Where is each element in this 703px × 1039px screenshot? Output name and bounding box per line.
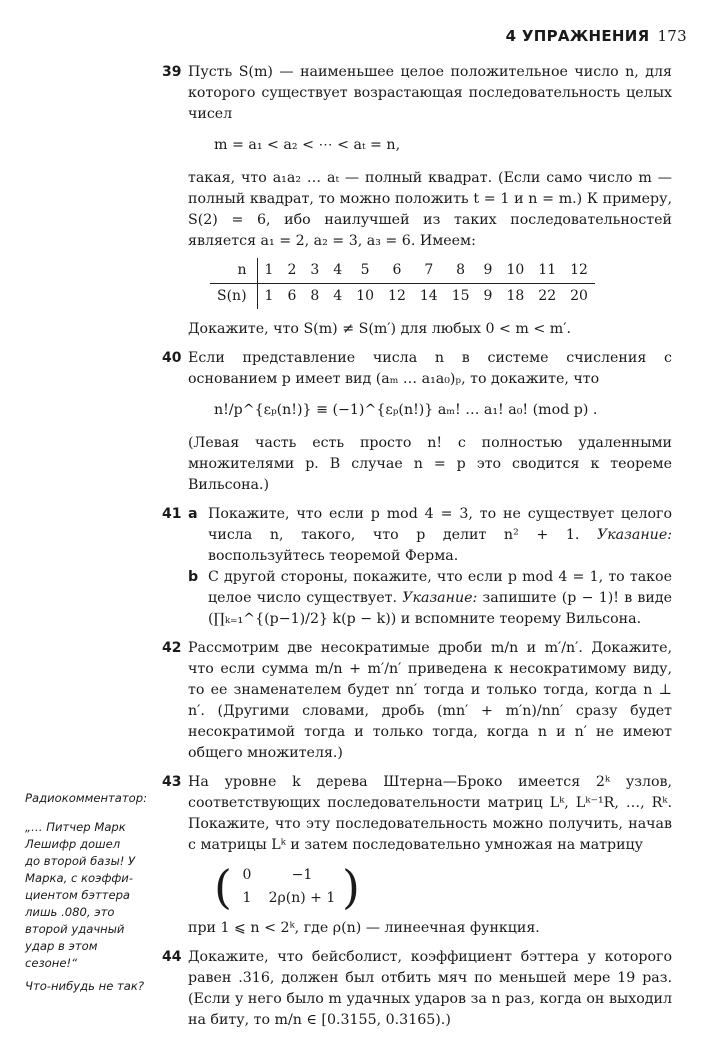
table-cell: 12 (563, 258, 595, 284)
exercise-text (208, 504, 672, 567)
exercise-text: Рассмотрим две несократимые дроби m/n и m′/n′. Докажите, что если сумма m/n + m′/n′ приведена к несократимому виду, то ее знаменателем будет nn′ тогда и только тогда, когда n ⊥ n′. (Другими словами, дробь (mn′ + m′n)/nn′ сразу будет несократимой тогда и только тогда, когда n и n′ не имеют общего множителя.) (188, 640, 672, 761)
exercises-body (162, 62, 672, 1039)
exercise-42 (162, 638, 672, 764)
hint-text: воспользуйтесь теоремой Ферма. (208, 548, 459, 564)
exercise-text: Пусть S(m) — наименьшее целое положительное число n, для которого существует возрастающая последовательность целых чисел (188, 64, 672, 122)
matrix-cell: 2ρ(n) + 1 (268, 890, 336, 906)
margin-note-head: Радиокомментатор: (25, 791, 148, 805)
margin-note-line: лишь .080, это (25, 905, 115, 919)
exercise-text (208, 567, 672, 630)
table-cell: 1 (257, 258, 280, 284)
exercise-number: 41 (162, 506, 182, 522)
margin-note-line: циентом бэттера (25, 888, 131, 902)
chapter-title: 4 УПРАЖНЕНИЯ (505, 27, 650, 45)
table-cell: 7 (413, 258, 445, 284)
table-cell: 10 (356, 288, 375, 304)
table-cell: 6 (381, 258, 413, 284)
exercise-43 (162, 772, 672, 939)
table-head: S(n) (210, 284, 257, 310)
exercise-text: Докажите, что бейсболист, коэффициент бэттера у которого равен .316, должен был отбить мяч по меньшей мере 19 раз. (Если у него было m удачных ударов за n раз, когда он выходил на биту, то m/n ∈ [0.3155, 0.3165).) (188, 949, 672, 1028)
exercise-41 (162, 504, 672, 630)
sn-table (210, 258, 595, 309)
hint-text: запишите (p − 1)! в виде (∏ₖ₌₁^{(p−1)/2} k(p − k)) и вспомните теорему Вильсона. (208, 590, 673, 627)
hint-label: Указание: (596, 527, 672, 543)
table-cell: 8 (445, 258, 477, 284)
table-cell: 3 (303, 258, 326, 284)
exercise-statement: С другой стороны, покажите, что если p mod 4 = 1, то такое целое число существует. (208, 569, 672, 606)
table-cell: 4 (326, 258, 349, 284)
exercise-statement: Покажите, что если p mod 4 = 3, то не существует целого числа n, такого, что p делит n² + 1. (208, 506, 672, 543)
table-cell: 2 (280, 258, 303, 284)
matrix (214, 860, 360, 914)
exercise-number: 43 (162, 774, 182, 790)
margin-note-line: удар в этом сезоне!“ (25, 939, 98, 970)
table-cell: 18 (506, 288, 525, 304)
table-cell: 11 (531, 258, 563, 284)
margin-note-line: Марка, с коэффи- (25, 871, 134, 885)
exercise-number: 39 (162, 64, 182, 80)
exercise-number: 44 (162, 949, 182, 965)
page-number: 173 (657, 27, 687, 45)
subexercise-label: b (188, 569, 199, 585)
table-row (210, 284, 595, 310)
exercise-text: На уровне k дерева Штерна—Броко имеется 2ᵏ узлов, соответствующих последовательности матриц Lᵏ, Lᵏ⁻¹R, …, Rᵏ. Покажите, что эту последовательность можно получить, начав с матрицы Lᵏ и затем последовательно умножая на матрицу (188, 774, 672, 853)
table-cell: 20 (570, 288, 588, 304)
exercise-text: Докажите, что S(m) ≠ S(m′) для любых 0 < m < m′. (188, 321, 571, 337)
margin-note-line: до второй базы! У (25, 854, 136, 868)
margin-note-line: „… Питчер Марк (25, 820, 126, 834)
table-head: n (210, 258, 257, 284)
display-formula: m = a₁ < a₂ < ⋯ < aₜ = n, (214, 137, 401, 153)
left-paren: ( (214, 860, 232, 914)
exercise-number: 42 (162, 640, 182, 656)
exercise-text: при 1 ⩽ n < 2ᵏ, где ρ(n) — линеечная функция. (188, 920, 540, 936)
margin-note-line: Лешифр дошел (25, 837, 121, 851)
display-formula: n!/p^{εₚ(n!)} ≡ (−1)^{εₚ(n!)} aₘ! … a₁! a₀! (mod p) . (214, 402, 598, 418)
exercise-text: Если представление числа n в системе счисления с основанием p имеет вид (aₘ … a₁a₀)ₚ, то докажите, что (188, 350, 672, 387)
table-cell: 14 (419, 288, 438, 304)
margin-note-line: второй удачный (25, 922, 125, 936)
exercise-text: такая, что a₁a₂ … aₜ — полный квадрат. (Если само число m — полный квадрат, то можно положить t = 1 и n = m.) К примеру, S(2) = 6, ибо наилучшей из таких последовательностей является a₁ = 2, a₂ = 3, a₃ = 6. Имеем: (188, 170, 672, 249)
exercise-text: (Левая часть есть просто n! с полностью удаленными множителями p. В случае n = p это сводится к теореме Вильсона.) (188, 435, 672, 493)
table-cell: 5 (349, 258, 381, 284)
table-cell: 22 (538, 288, 557, 304)
running-header (506, 27, 687, 45)
table-cell: 4 (333, 288, 343, 304)
table-cell: 1 (264, 288, 274, 304)
subexercise-a (188, 504, 672, 567)
table-cell: 8 (310, 288, 320, 304)
table-cell: 9 (477, 258, 500, 284)
exercise-44 (162, 947, 672, 1031)
matrix-cell: 1 (242, 890, 252, 906)
hint-label: Указание: (402, 590, 478, 606)
margin-note-question: Что-нибудь не так? (25, 979, 145, 993)
table-cell: 10 (499, 258, 531, 284)
table-cell: 6 (287, 288, 297, 304)
subexercise-label: a (188, 506, 198, 522)
subexercise-b (188, 567, 672, 630)
exercise-39 (162, 62, 672, 340)
right-paren: ) (341, 860, 360, 914)
table-cell: 9 (483, 288, 493, 304)
table-cell: 12 (388, 288, 406, 304)
exercise-number: 40 (162, 350, 182, 366)
matrix-cell: 0 (242, 867, 252, 883)
margin-note (25, 790, 150, 995)
matrix-grid (232, 865, 342, 909)
table-cell: 15 (451, 288, 470, 304)
matrix-cell: −1 (291, 867, 313, 883)
table-row (210, 258, 595, 284)
exercise-40 (162, 348, 672, 496)
